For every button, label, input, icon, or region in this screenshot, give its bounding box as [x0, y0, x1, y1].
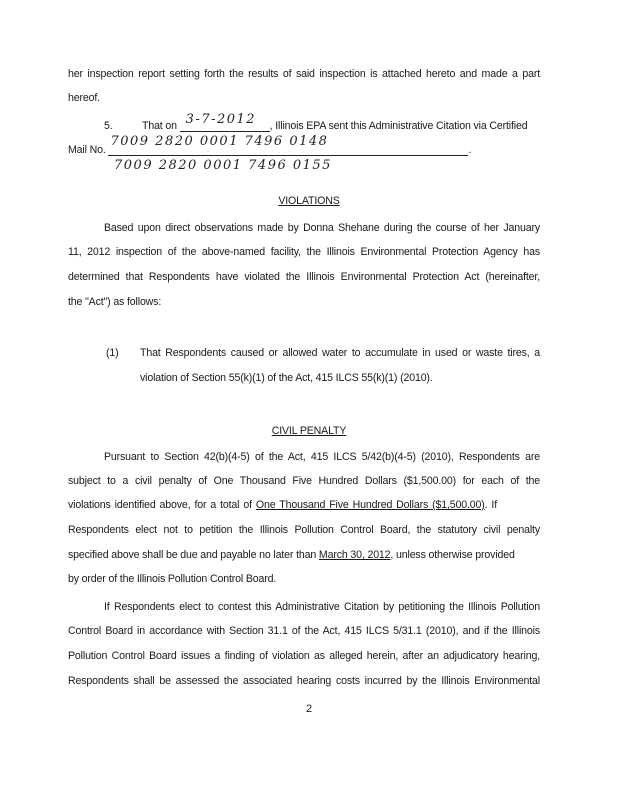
- paragraph-number: 5.: [104, 120, 113, 132]
- civil-penalty-heading: CIVIL PENALTY: [271, 425, 347, 437]
- text-span: . If: [484, 499, 497, 511]
- page-number: 2: [305, 703, 313, 715]
- text-line: [68, 549, 540, 561]
- mail-label: Mail No.: [68, 144, 106, 156]
- handwritten-mail-number-2: 7009 2820 0001 7496 0155: [114, 158, 332, 173]
- text-line: violation of Section 55(k)(1) of the Act, 415 ILCS 55(k)(1) (2010).: [140, 372, 433, 384]
- mail-line: Mail No. 7009 2820 0001 7496 0148 .: [68, 134, 472, 156]
- text-line: Based upon direct observations made by Donna Shehane during the course of her January: [104, 222, 540, 234]
- item-number: (1): [106, 347, 119, 359]
- text-line: If Respondents elect to contest this Administrative Citation by petitioning the Illinois Pollution: [104, 601, 540, 613]
- text-line: [68, 499, 540, 511]
- text-span: , unless otherwise provided: [390, 549, 515, 561]
- text-line: Respondents elect not to petition the Illinois Pollution Control Board, the statutory civil penalty: [68, 524, 540, 536]
- text-line: by order of the Illinois Pollution Control Board.: [68, 573, 277, 585]
- text-line: 11, 2012 inspection of the above-named facility, the Illinois Environmental Protection Agency has: [68, 246, 540, 258]
- text-line: subject to a civil penalty of One Thousand Five Hundred Dollars ($1,500.00) for each of the: [68, 475, 540, 487]
- date-blank: [180, 112, 270, 132]
- text-span: That on: [142, 120, 177, 132]
- text-line: Respondents shall be assessed the associated hearing costs incurred by the Illinois Environmental: [68, 675, 540, 687]
- text-span: , Illinois EPA sent this Administrative Citation via Certified: [269, 120, 528, 132]
- text-line: That Respondents caused or allowed water to accumulate in used or waste tires, a: [140, 347, 540, 359]
- text-line: Control Board in accordance with Section 31.1 of the Act, 415 ILCS 5/31.1 (2010), and if the Illinois: [68, 625, 540, 637]
- handwritten-date: 3-7-2012: [185, 112, 257, 127]
- text-line: hereof.: [68, 92, 100, 104]
- text-span: violations identified above, for a total of: [68, 499, 256, 511]
- violations-heading: VIOLATIONS: [278, 195, 340, 207]
- handwritten-mail-number: 7009 2820 0001 7496 0148: [110, 134, 329, 149]
- text-span: specified above shall be due and payable no later than: [68, 549, 319, 561]
- penalty-total: One Thousand Five Hundred Dollars ($1,500.00): [255, 499, 485, 511]
- text-line: Pursuant to Section 42(b)(4-5) of the Act, 415 ILCS 5/42(b)(4-5) (2010), Respondents are: [104, 451, 540, 463]
- paragraph-5-line: [142, 112, 542, 132]
- text-line: her inspection report setting forth the results of said inspection is attached hereto and made a part: [68, 68, 540, 80]
- text-line: the "Act") as follows:: [68, 296, 162, 308]
- text-line: Pollution Control Board issues a finding of violation as alleged herein, after an adjudicatory hearing,: [68, 650, 540, 662]
- due-date: March 30, 2012: [318, 549, 391, 561]
- text-line: determined that Respondents have violated the Illinois Environmental Protection Act (hereinafter,: [68, 271, 540, 283]
